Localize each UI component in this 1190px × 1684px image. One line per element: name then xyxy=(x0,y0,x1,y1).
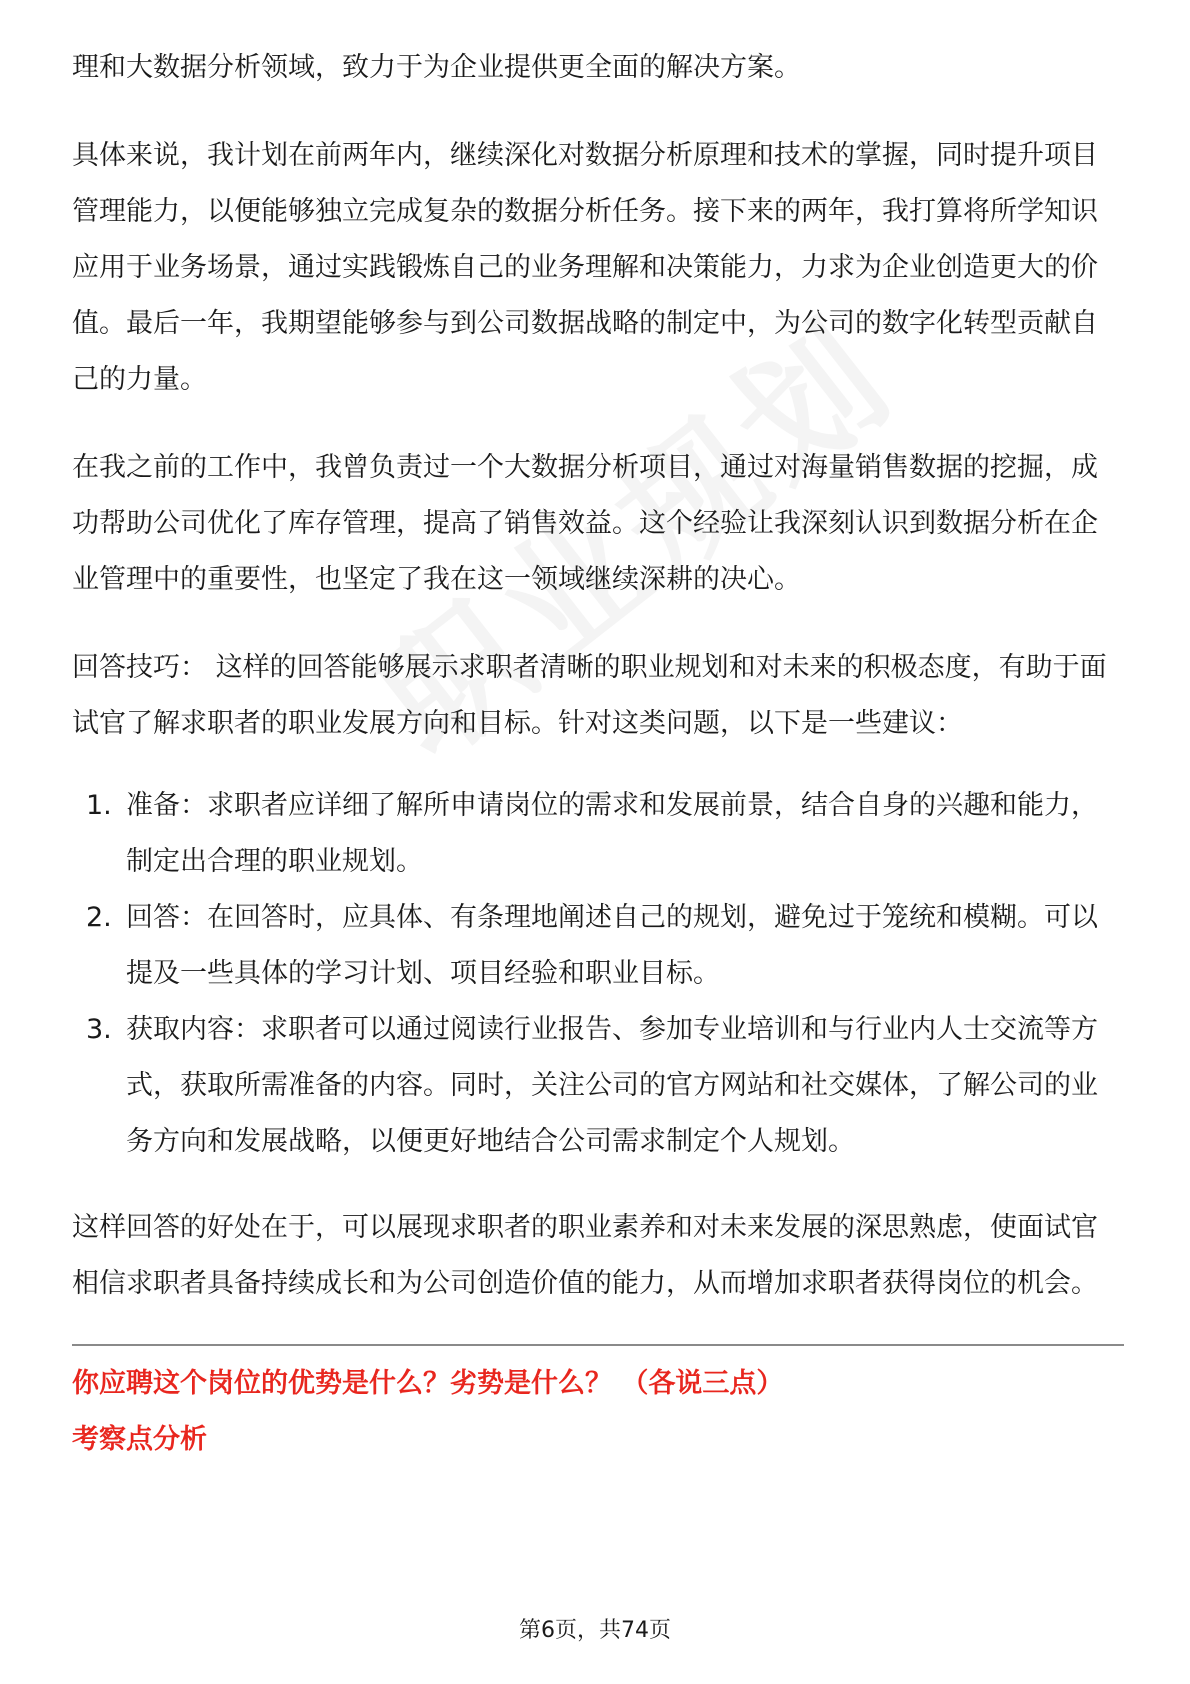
list-item xyxy=(72,890,1124,1002)
list-number: 1. xyxy=(86,790,112,821)
page-number: 第6页，共74页 xyxy=(519,1618,671,1643)
section-divider xyxy=(72,1344,1124,1346)
list-item xyxy=(72,1002,1124,1170)
paragraph-1: 理和大数据分析领域，致力于为企业提供更全面的解决方案。 xyxy=(72,52,801,83)
paragraph-2: 具体来说，我计划在前两年内，继续深化对数据分析原理和技术的掌握，同时提升项目管理能力，以便能够独立完成复杂的数据分析任务。接下来的两年，我打算将所学知识应用于业务场景，通过实践锻炼自己的业务理解和决策能力，力求为企业创造更大的价值。最后一年，我期望能够参与到公司数据战略的制定中，为公司的数字化转型贡献自己的力量。 xyxy=(72,140,1098,395)
list-text: 回答：在回答时，应具体、有条理地阐述自己的规划，避免过于笼统和模糊。可以提及一些具体的学习计划、项目经验和职业目标。 xyxy=(126,902,1098,989)
question-title: 你应聘这个岗位的优势是什么？劣势是什么？ （各说三点） xyxy=(72,1368,784,1399)
list-text: 准备：求职者应详细了解所申请岗位的需求和发展前景，结合自身的兴趣和能力，制定出合理的职业规划。 xyxy=(126,790,1098,877)
tips-list xyxy=(72,778,1124,1170)
list-number: 3. xyxy=(86,1014,112,1045)
list-text: 获取内容：求职者可以通过阅读行业报告、参加专业培训和与行业内人士交流等方式，获取所需准备的内容。同时，关注公司的官方网站和社交媒体，了解公司的业务方向和发展战略，以便更好地结合公司需求制定个人规划。 xyxy=(126,1014,1098,1157)
question-subtitle: 考察点分析 xyxy=(72,1424,207,1455)
paragraph-answer-tips: 回答技巧： 这样的回答能够展示求职者清晰的职业规划和对未来的积极态度，有助于面试官了解求职者的职业发展方向和目标。针对这类问题，以下是一些建议： xyxy=(72,652,1107,739)
paragraph-3: 在我之前的工作中，我曾负责过一个大数据分析项目，通过对海量销售数据的挖掘，成功帮助公司优化了库存管理，提高了销售效益。这个经验让我深刻认识到数据分析在企业管理中的重要性，也坚定了我在这一领域继续深耕的决心。 xyxy=(72,452,1098,595)
document-page xyxy=(72,40,1124,1468)
list-item xyxy=(72,778,1124,890)
list-number: 2. xyxy=(86,902,112,933)
paragraph-conclusion: 这样回答的好处在于，可以展现求职者的职业素养和对未来发展的深思熟虑，使面试官相信求职者具备持续成长和为公司创造价值的能力，从而增加求职者获得岗位的机会。 xyxy=(72,1212,1098,1299)
